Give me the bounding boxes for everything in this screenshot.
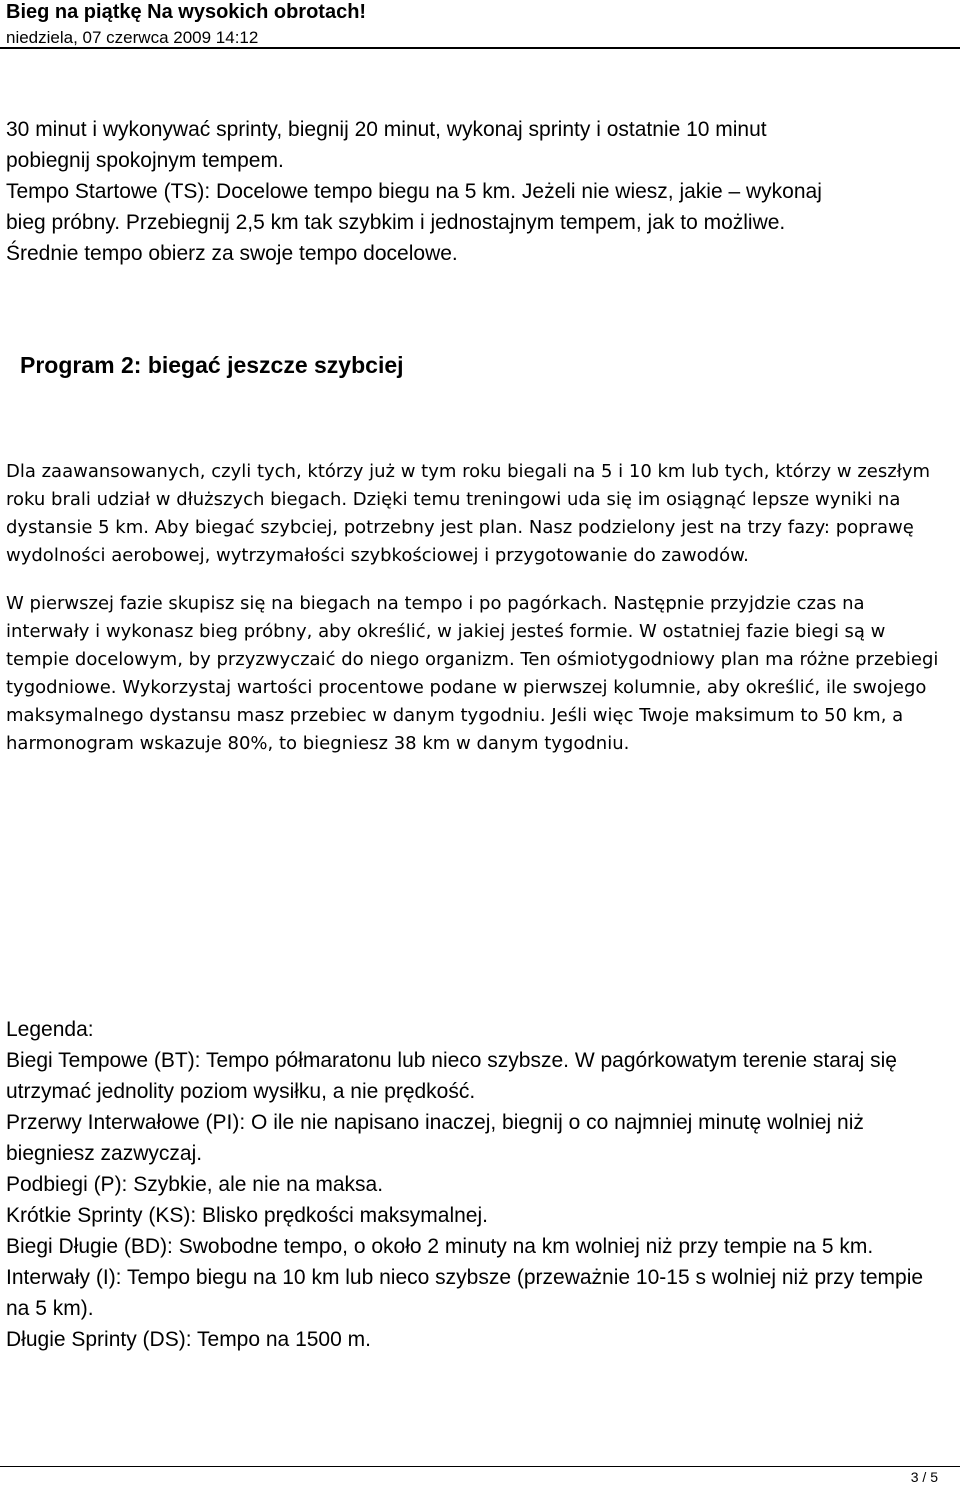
intro-line: bieg próbny. Przebiegnij 2,5 km tak szybkim i jednostajnym tempem, jak to możliwe. xyxy=(6,211,786,234)
legend-item: Biegi Tempowe (BT): Tempo półmaratonu lub nieco szybsze. W pagórkowatym terenie staraj się utrzymać jednolity poziom wysiłku, a nie prędkość. xyxy=(6,1049,897,1103)
legend-item: Długie Sprinty (DS): Tempo na 1500 m. xyxy=(6,1328,371,1351)
body-paragraph: Dla zaawansowanych, czyli tych, którzy już w tym roku biegali na 5 i 10 km lub tych, którzy w zeszłym roku brali udział w dłuższych biegach. Dzięki temu treningowi uda się im osiągnąć lepsze wyniki na dystansie 5 km. Aby biegać szybciej, potrzebny jest plan. Nasz podzielony jest na trzy fazy: poprawę wydolności aerobowej, wytrzymałości szybkościowej i przygotowanie do zawodów. xyxy=(6,461,931,566)
intro-line: 30 minut i wykonywać sprinty, biegnij 20 minut, wykonaj sprinty i ostatnie 10 minut xyxy=(6,118,767,141)
header-divider xyxy=(0,47,960,49)
legend xyxy=(6,1014,951,1355)
intro-text xyxy=(6,114,951,269)
body-paragraph: W pierwszej fazie skupisz się na biegach na tempo i po pagórkach. Następnie przyjdzie czas na interwały i wykonasz bieg próbny, aby określić, w jakiej jesteś formie. W ostatniej fazie biegi są w tempie docelowym, by przyzwyczaić do niego organizm. Ten ośmiotygodniowy plan ma różne przebiegi tygodniowe. Wykorzystaj wartości procentowe podane w pierwszej kolumnie, aby określić, ile swojego maksymalnego dystansu masz przebiec w danym tygodniu. Jeśli więc Twoje maksimum to 50 km, a harmonogram wskazuje 80%, to biegniesz 38 km w danym tygodniu. xyxy=(6,593,939,754)
legend-item: Przerwy Interwałowe (PI): O ile nie napisano inaczej, biegnij o co najmniej minutę wolniej niż biegniesz zazwyczaj. xyxy=(6,1111,864,1165)
intro-line: pobiegnij spokojnym tempem. xyxy=(6,149,284,172)
page-header xyxy=(6,0,946,49)
article-date: niedziela, 07 czerwca 2009 14:12 xyxy=(6,28,259,47)
legend-title: Legenda: xyxy=(6,1018,94,1041)
page-number: 3 / 5 xyxy=(910,1469,938,1485)
section-body xyxy=(6,458,951,778)
legend-item: Krótkie Sprinty (KS): Blisko prędkości maksymalnej. xyxy=(6,1204,488,1227)
legend-item: Interwały (I): Tempo biegu na 10 km lub nieco szybsze (przeważnie 10-15 s wolniej niż przy tempie na 5 km). xyxy=(6,1266,924,1320)
section-heading: Program 2: biegać jeszcze szybciej xyxy=(20,352,404,378)
intro-line: Średnie tempo obierz za swoje tempo docelowe. xyxy=(6,242,458,265)
intro-line: Tempo Startowe (TS): Docelowe tempo biegu na 5 km. Jeżeli nie wiesz, jakie – wykonaj xyxy=(6,180,822,203)
legend-item: Podbiegi (P): Szybkie, ale nie na maksa. xyxy=(6,1173,384,1196)
article-title: Bieg na piątkę Na wysokich obrotach! xyxy=(6,1,367,23)
legend-item: Biegi Długie (BD): Swobodne tempo, o około 2 minuty na km wolniej niż przy tempie na 5 km. xyxy=(6,1235,874,1258)
footer-divider xyxy=(0,1466,960,1467)
